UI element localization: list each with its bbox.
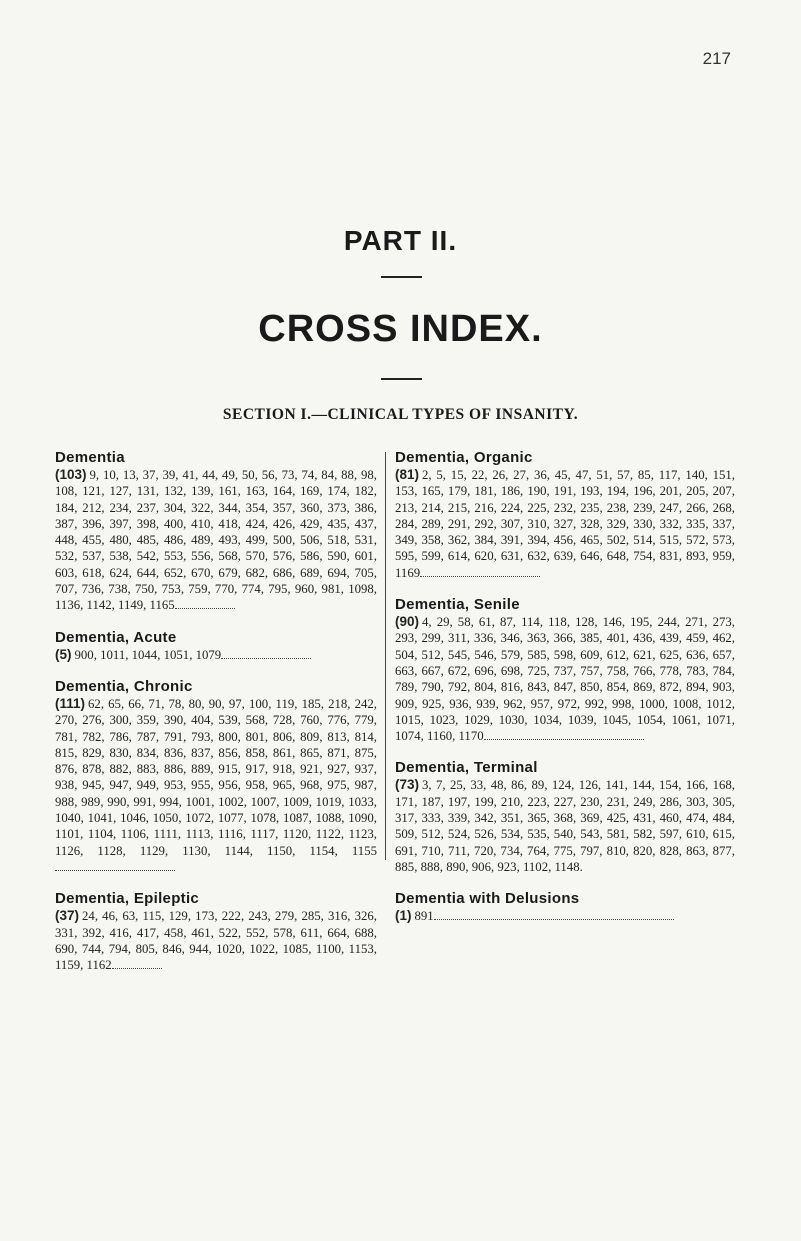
- entry-body: [395, 908, 735, 924]
- dot-leader: [221, 658, 311, 659]
- entry-pages: 62, 65, 66, 71, 78, 80, 90, 97, 100, 119, 185, 218, 242, 270, 276, 300, 359, 390, 404, 539, 568, 728, 760, 776, 779, 781, 782, 786, 787, 791, 793, 800, 801, 806, 809, 813, 814, 815, 829, 830, 834, 836, 837, 856, 858, 861, 865, 871, 875, 876, 878, 882, 883, 886, 889, 915, 917, 918, 921, 927, 937, 938, 945, 947, 949, 953, 955, 956, 958, 965, 968, 975, 987, 988, 989, 990, 991, 994, 1001, 1002, 1007, 1009, 1019, 1033, 1040, 1041, 1046, 1050, 1072, 1077, 1078, 1087, 1088, 1090, 1101, 1104, 1106, 1111, 1113, 1116, 1117, 1120, 1122, 1123, 1126, 1128, 1129, 1130, 1144, 1150, 1154, 1155: [55, 696, 377, 858]
- entry-body: [55, 467, 377, 614]
- index-entry: [395, 889, 735, 924]
- dot-leader: [55, 870, 175, 871]
- entry-pages: 4, 29, 58, 61, 87, 114, 118, 128, 146, 195, 244, 271, 273, 293, 299, 311, 336, 346, 363, 366, 385, 401, 436, 439, 459, 462, 504, 512, 545, 546, 579, 585, 598, 609, 612, 621, 625, 636, 657, 663, 667, 672, 696, 698, 725, 737, 757, 758, 766, 778, 783, 784, 789, 790, 792, 804, 816, 843, 847, 850, 854, 869, 872, 894, 903, 909, 925, 936, 939, 962, 957, 972, 992, 998, 1000, 1008, 1012, 1015, 1023, 1029, 1030, 1034, 1039, 1045, 1054, 1061, 1071, 1074, 1160, 1170: [395, 615, 735, 744]
- right-column: [395, 448, 735, 939]
- entry-pages: 891: [414, 909, 434, 924]
- index-entry: [395, 595, 735, 744]
- entry-pages: 2, 5, 15, 22, 26, 27, 36, 45, 47, 51, 57, 85, 117, 140, 151, 153, 165, 179, 181, 186, 190, 191, 193, 194, 196, 201, 205, 207, 213, 214, 215, 216, 224, 225, 232, 235, 238, 239, 247, 266, 268, 284, 289, 291, 292, 307, 310, 327, 328, 329, 330, 332, 335, 337, 349, 358, 362, 384, 391, 394, 456, 465, 502, 514, 515, 572, 573, 595, 599, 614, 620, 631, 632, 639, 646, 648, 754, 831, 893, 959, 1169: [395, 468, 735, 580]
- entry-pages: 3, 7, 25, 33, 48, 86, 89, 124, 126, 141, 144, 154, 166, 168, 171, 187, 197, 199, 210, 223, 227, 230, 231, 249, 286, 303, 305, 317, 333, 339, 342, 351, 365, 368, 369, 425, 431, 460, 474, 484, 509, 512, 524, 526, 534, 535, 540, 543, 581, 582, 597, 610, 615, 691, 710, 711, 720, 734, 764, 775, 797, 810, 820, 828, 863, 877, 885, 888, 890, 906, 923, 1102, 1148.: [395, 778, 735, 874]
- column-divider: [385, 452, 386, 860]
- index-entry: [55, 448, 377, 614]
- entry-body: [55, 696, 377, 875]
- index-entry: [395, 448, 735, 581]
- entry-title: Dementia, Senile: [395, 596, 520, 614]
- dot-leader: [175, 608, 235, 609]
- index-entry: [395, 758, 735, 875]
- entry-body: [395, 777, 735, 875]
- heading-rule-bottom: [381, 378, 422, 380]
- entry-pages: 24, 46, 63, 115, 129, 173, 222, 243, 279, 285, 316, 326, 331, 392, 416, 417, 458, 461, 522, 552, 578, 611, 664, 688, 690, 744, 794, 805, 846, 944, 1020, 1022, 1085, 1100, 1153, 1159, 1162: [55, 909, 377, 973]
- entry-count: (5): [55, 646, 72, 662]
- entry-count: (1): [395, 908, 412, 924]
- entry-title: Dementia, Organic: [395, 449, 533, 466]
- entry-body: [395, 467, 735, 581]
- entry-count: (73): [395, 777, 420, 793]
- entry-body: [395, 614, 735, 744]
- entry-count: (37): [55, 908, 80, 924]
- dot-leader: [420, 576, 540, 577]
- entry-title: Dementia, Chronic: [55, 677, 193, 695]
- part-heading: PART II.: [343, 225, 458, 256]
- entry-count: (103): [55, 467, 87, 482]
- entry-title: Dementia, Epileptic: [55, 890, 200, 908]
- entry-count: (90): [395, 614, 420, 630]
- entry-count: (111): [55, 695, 86, 711]
- section-heading: SECTION I.—CLINICAL TYPES OF INSANITY.: [222, 406, 579, 423]
- page-number: 217: [702, 49, 731, 68]
- dot-leader: [434, 919, 674, 920]
- entry-count: (81): [395, 467, 420, 482]
- entry-body: [55, 908, 377, 973]
- entry-title: Dementia with Delusions: [395, 890, 580, 908]
- entry-title: Dementia, Terminal: [395, 759, 538, 777]
- entry-pages: 900, 1011, 1044, 1051, 1079: [74, 647, 222, 662]
- index-entry: [55, 677, 377, 875]
- entry-title: Dementia, Acute: [55, 628, 177, 646]
- entry-body: [55, 647, 377, 663]
- dot-leader: [484, 739, 644, 740]
- cross-index-heading: CROSS INDEX.: [258, 308, 543, 350]
- entry-title: Dementia: [55, 449, 125, 466]
- left-column: [55, 448, 377, 987]
- dot-leader: [112, 968, 162, 969]
- index-entry: [55, 889, 377, 973]
- index-entry: [55, 628, 377, 663]
- entry-pages: 9, 10, 13, 37, 39, 41, 44, 49, 50, 56, 73, 74, 84, 88, 98, 108, 121, 127, 131, 132, 139, 161, 163, 164, 169, 174, 182, 184, 212, 234, 237, 304, 322, 344, 354, 357, 360, 373, 386, 387, 396, 397, 398, 400, 410, 418, 424, 426, 429, 435, 437, 448, 455, 480, 485, 486, 489, 493, 499, 500, 506, 518, 531, 532, 537, 538, 542, 553, 556, 568, 570, 576, 586, 590, 601, 603, 618, 624, 644, 652, 670, 679, 682, 686, 689, 694, 705, 707, 736, 738, 750, 753, 759, 770, 774, 795, 960, 981, 1098, 1136, 1142, 1149, 1165: [55, 468, 377, 613]
- heading-rule-top: [381, 276, 422, 278]
